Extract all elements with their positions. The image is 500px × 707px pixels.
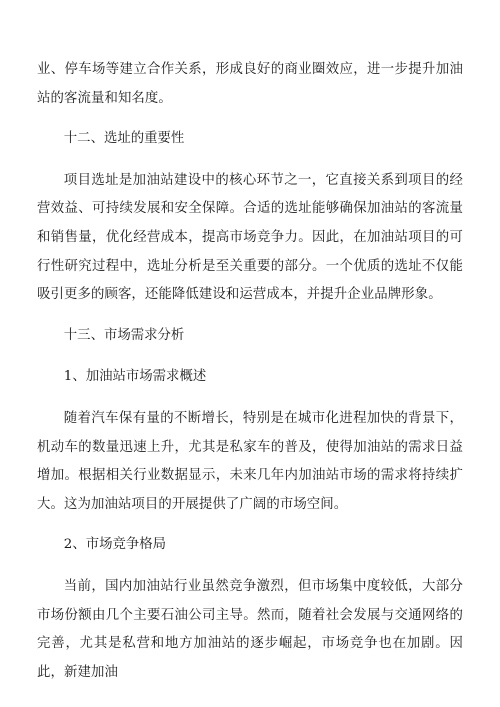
paragraph-competition: 当前，国内加油站行业虽然竞争激烈，但市场集中度较低，大部分市场份额由几个主要石油公司主导。然而，随着社会发展与交通网络的完善，尤其是私营和地方加油站的逐步崛起，市场竞争也在加剧。因此，新建加油 xyxy=(37,578,463,680)
subsection-heading-market-overview: 1、加油站市场需求概述 xyxy=(63,369,207,385)
section-heading-market-demand: 十三、市场需求分析 xyxy=(63,327,185,343)
subsection-heading-competition: 2、市场竞争格局 xyxy=(63,537,167,553)
paragraph-market-overview: 随着汽车保有量的不断增长，特别是在城市化进程加快的背景下，机动车的数量迅速上升，尤其是私家车的普及，使得加油站的需求日益增加。根据相关行业数据显示，未来几年内加油站市场的需求将持续扩大。这为加油站项目的开展提供了广阔的市场空间。 xyxy=(37,410,463,512)
paragraph-intro-continuation: 业、停车场等建立合作关系，形成良好的商业圈效应，进一步提升加油站的客流量和知名度。 xyxy=(37,62,463,106)
section-heading-site-importance: 十二、选址的重要性 xyxy=(63,131,185,147)
document-body xyxy=(37,56,463,699)
paragraph-site-importance: 项目选址是加油站建设中的核心环节之一，它直接关系到项目的经营效益、可持续发展和安全保障。合适的选址能够确保加油站的客流量和销售量，优化经营成本，提高市场竞争力。因此，在加油站项目的可行性研究过程中，选址分析是至关重要的部分。一个优质的选址不仅能吸引更多的顾客，还能降低建设和运营成本，并提升企业品牌形象。 xyxy=(37,172,463,303)
